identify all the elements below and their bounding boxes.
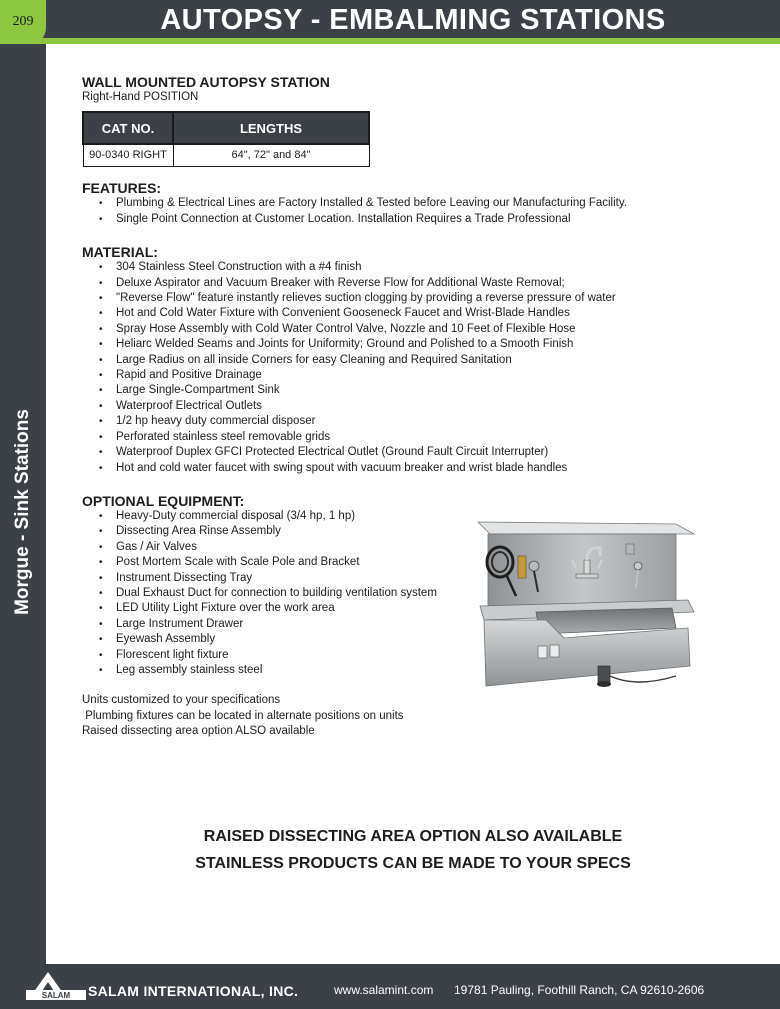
list-item: • Hot and cold water faucet with swing spout with vacuum breaker and wrist blade handles xyxy=(82,461,762,476)
table-cell-cat-no: 90-0340 RIGHT xyxy=(83,144,173,167)
list-item: • Spray Hose Assembly with Cold Water Control Valve, Nozzle and 10 Feet of Flexible Hose xyxy=(82,322,762,337)
table-cell-lengths: 64", 72" and 84" xyxy=(173,144,369,167)
product-photo xyxy=(476,516,696,694)
list-item: • Deluxe Aspirator and Vacuum Breaker with Reverse Flow for Additional Waste Removal; xyxy=(82,276,762,291)
list-item: • Large Instrument Drawer xyxy=(82,617,762,632)
table-row xyxy=(83,144,369,167)
list-item: • Hot and Cold Water Fixture with Convenient Gooseneck Faucet and Wrist-Blade Handles xyxy=(82,306,762,321)
optional-equipment-heading: OPTIONAL EQUIPMENT: xyxy=(82,492,245,509)
callout-raised-area: RAISED DISSECTING AREA OPTION ALSO AVAILABLE xyxy=(203,828,623,845)
note-line: Plumbing fixtures can be located in alternate positions on units xyxy=(82,709,404,722)
list-item: • 304 Stainless Steel Construction with a #4 finish xyxy=(82,260,762,275)
list-item: • Leg assembly stainless steel xyxy=(82,663,762,678)
list-item: • Gas / Air Valves xyxy=(82,540,762,555)
list-item: • Dual Exhaust Duct for connection to building ventilation system xyxy=(82,586,762,601)
callout-custom-specs: STAINLESS PRODUCTS CAN BE MADE TO YOUR SPECS xyxy=(195,855,631,872)
table-header-row xyxy=(83,112,369,144)
table-header-lengths: LENGTHS xyxy=(173,112,369,144)
list-item: • LED Utility Light Fixture over the work area xyxy=(82,601,762,616)
website-link[interactable]: www.salamint.com xyxy=(334,983,434,997)
salam-logo-icon xyxy=(26,970,90,1004)
features-list xyxy=(82,196,762,227)
list-item: • Waterproof Duplex GFCI Protected Electrical Outlet (Ground Fault Circuit Interrupter) xyxy=(82,445,762,460)
list-item: • Waterproof Electrical Outlets xyxy=(82,399,762,414)
list-item: • Large Radius on all inside Corners for easy Cleaning and Required Sanitation xyxy=(82,353,762,368)
product-position: Right-Hand POSITION xyxy=(82,91,199,103)
company-name: SALAM INTERNATIONAL, INC. xyxy=(88,983,299,999)
material-list xyxy=(82,260,762,476)
list-item: • Single Point Connection at Customer Location. Installation Requires a Trade Professional xyxy=(82,212,762,227)
page-title: AUTOPSY - EMBALMING STATIONS xyxy=(160,4,666,36)
list-item: • Rapid and Positive Drainage xyxy=(82,368,762,383)
list-item: • "Reverse Flow" feature instantly relieves suction clogging by providing a reverse pressure of water xyxy=(82,291,762,306)
list-item: • Florescent light fixture xyxy=(82,648,762,663)
logo-text: SALAM xyxy=(41,991,71,1000)
list-item: • Large Single-Compartment Sink xyxy=(82,383,762,398)
list-item: • 1/2 hp heavy duty commercial disposer xyxy=(82,414,762,429)
company-address: 19781 Pauling, Foothill Ranch, CA 92610-2606 xyxy=(454,983,705,997)
list-item: • Perforated stainless steel removable grids xyxy=(82,430,762,445)
note-line: Units customized to your specifications xyxy=(82,694,281,707)
sidebar-label: Morgue - Sink Stations xyxy=(12,409,33,615)
list-item: • Post Mortem Scale with Scale Pole and Bracket xyxy=(82,555,762,570)
product-name: WALL MOUNTED AUTOPSY STATION xyxy=(82,74,330,90)
page-number: 209 xyxy=(0,0,46,44)
spec-table xyxy=(82,111,370,167)
notes xyxy=(82,693,762,739)
list-item: • Heavy-Duty commercial disposal (3/4 hp, 1 hp) xyxy=(82,509,762,524)
header-accent-stripe xyxy=(0,38,780,44)
list-item: • Eyewash Assembly xyxy=(82,632,762,647)
list-item: • Heliarc Welded Seams and Joints for Uniformity; Ground and Polished to a Smooth Finish xyxy=(82,337,762,352)
list-item: • Instrument Dissecting Tray xyxy=(82,571,762,586)
list-item: • Plumbing & Electrical Lines are Factory Installed & Tested before Leaving our Manufacturing Facility. xyxy=(82,196,762,211)
material-heading: MATERIAL: xyxy=(82,244,158,261)
note-line: Raised dissecting area option ALSO available xyxy=(82,725,315,738)
sidebar xyxy=(0,44,46,964)
features-heading: FEATURES: xyxy=(82,180,162,197)
table-header-cat-no: CAT NO. xyxy=(83,112,173,144)
list-item: • Dissecting Area Rinse Assembly xyxy=(82,524,762,539)
